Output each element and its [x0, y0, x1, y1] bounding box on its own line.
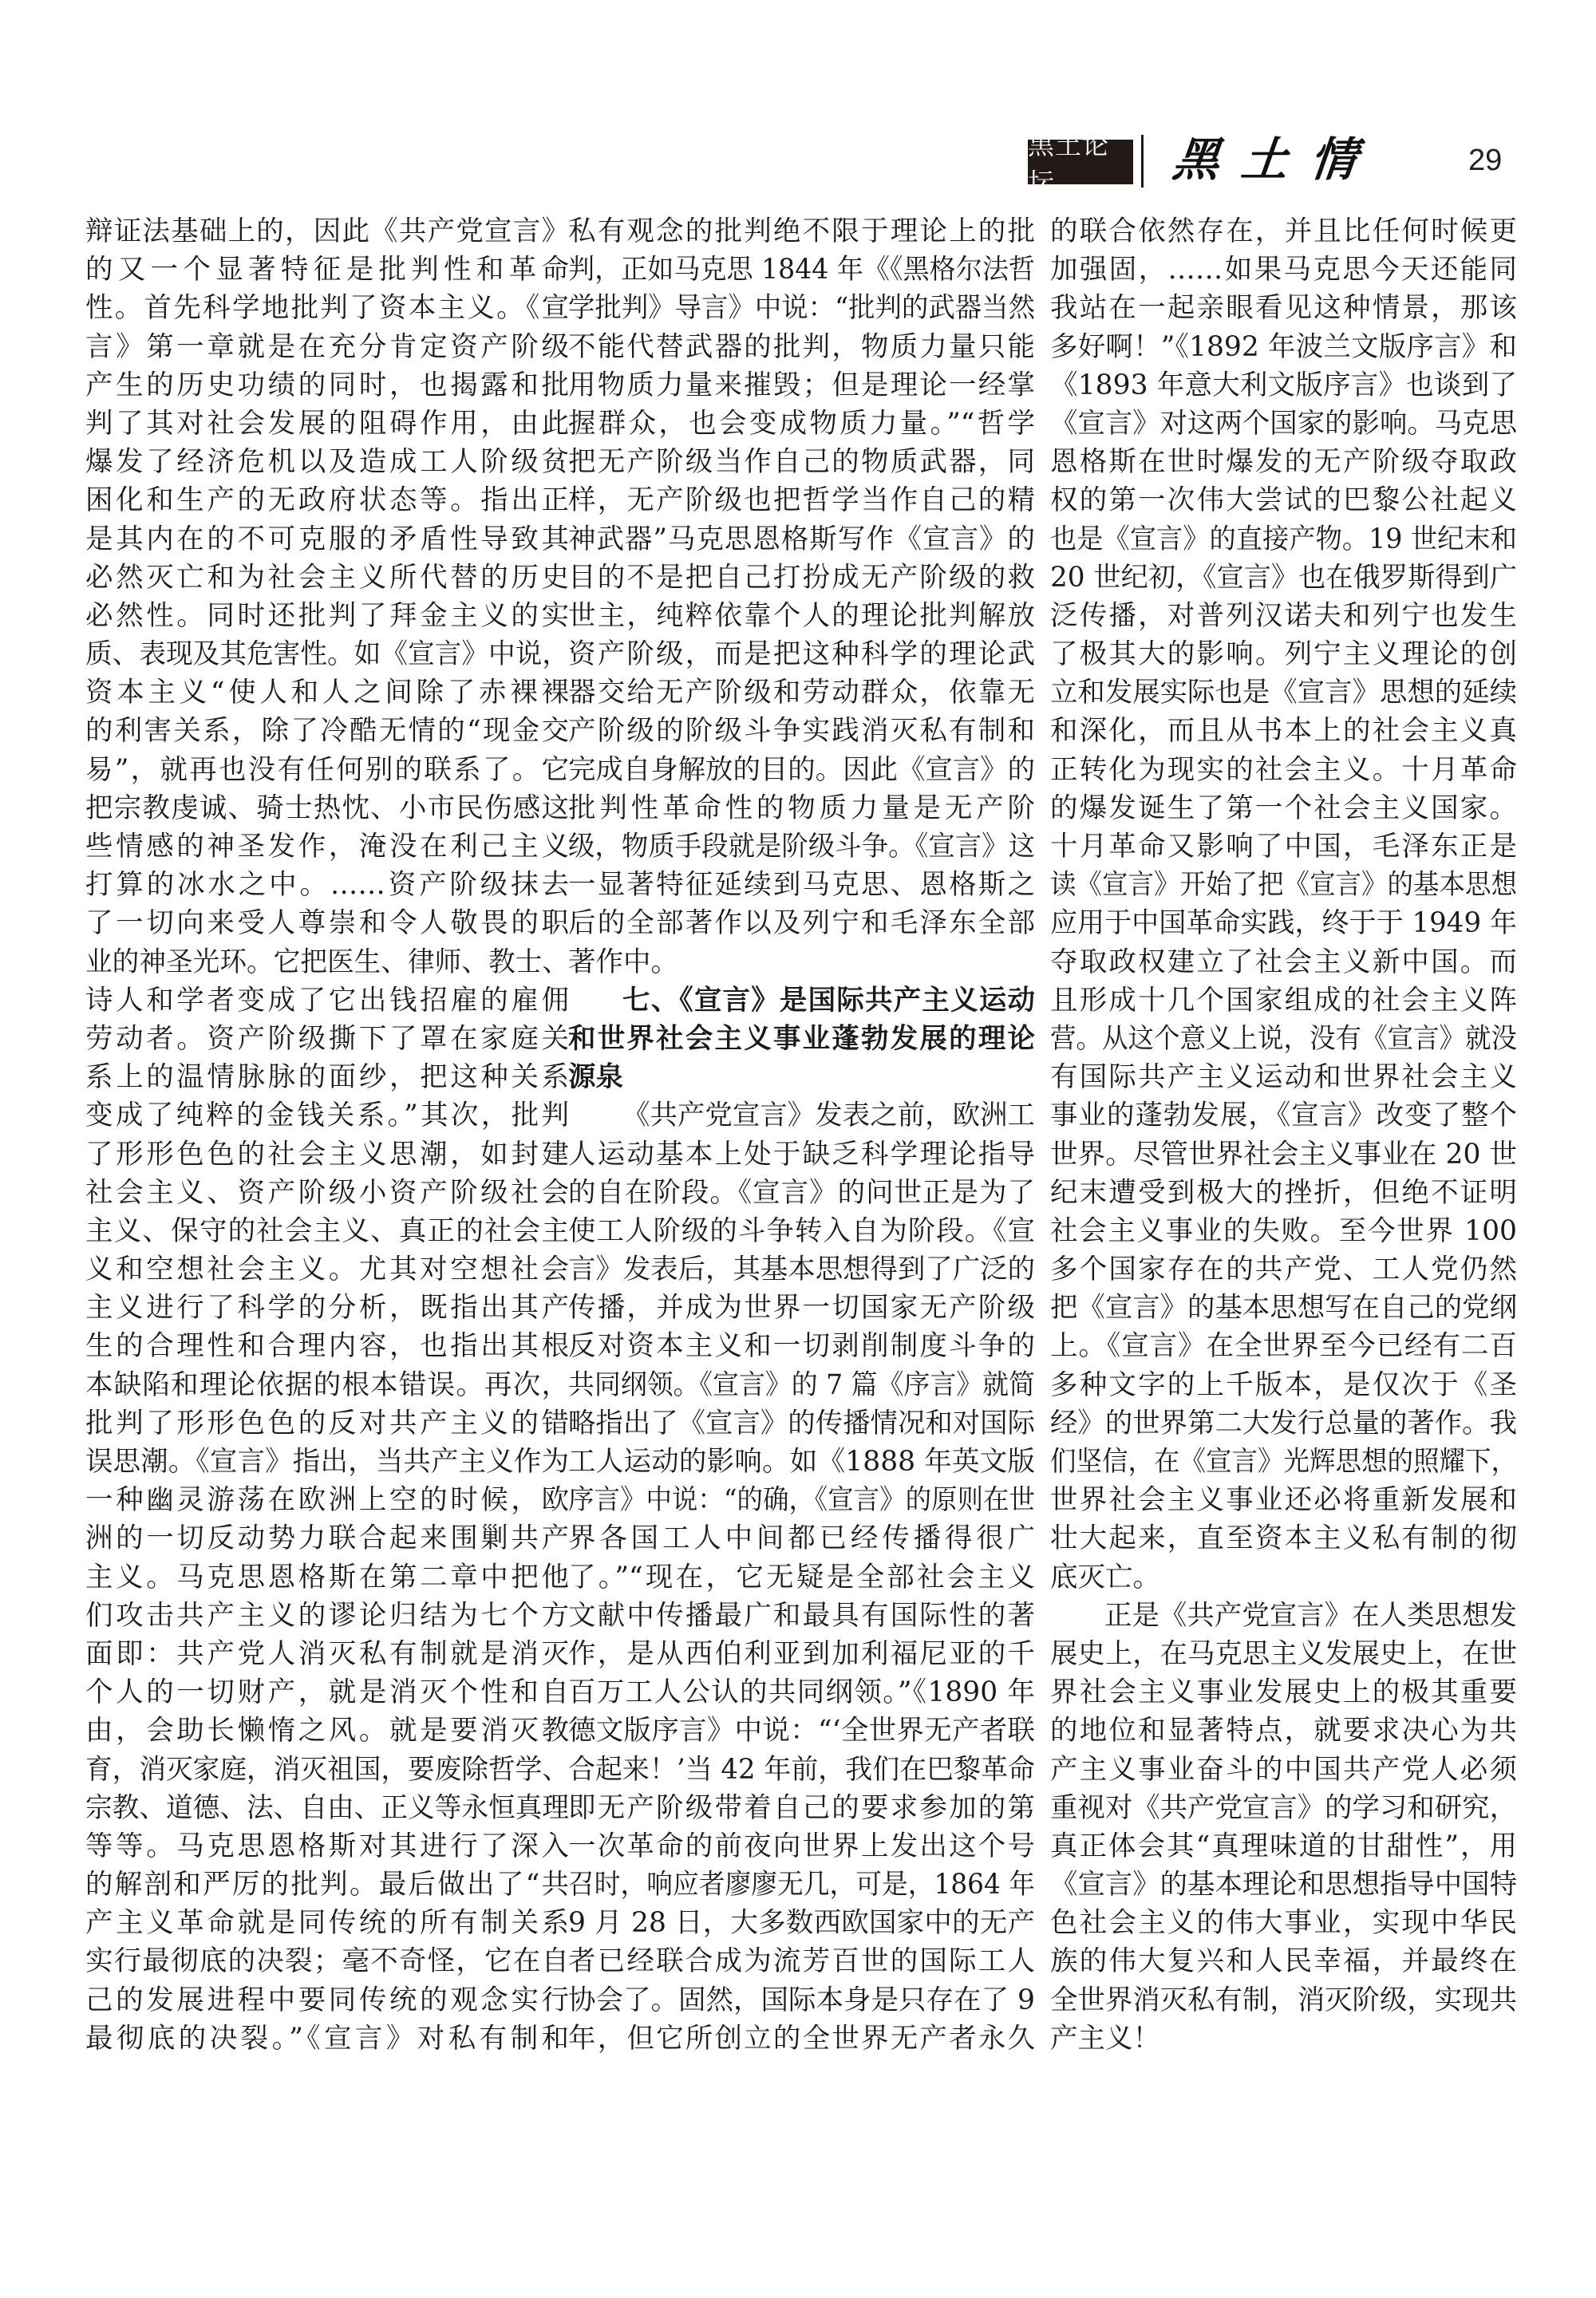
text-line: 完成自身解放的目的。因此《宣言》的: [568, 753, 1035, 786]
text-line: 9 月 28 日，大多数西欧国家中的无产: [568, 1907, 1035, 1940]
text-line: 的又一个显著特征是批判性和革命: [85, 254, 569, 286]
text-line: 使工人阶级的斗争转入自为阶段。《宣: [568, 1214, 1035, 1247]
text-line: 些情感的神圣发作，淹没在利己主义: [85, 831, 569, 863]
text-line: 了一切向来受人尊崇和令人敬畏的职: [85, 907, 569, 940]
paragraph-conclusion: [1050, 1597, 1517, 2058]
text-line: 判了其对社会发展的阻碍作用，由此: [85, 407, 569, 440]
text-line: 正转化为现实的社会主义。十月革命: [1050, 753, 1517, 786]
text-line: 世界社会主义事业还必将重新发展和: [1050, 1484, 1517, 1517]
page-number: 29: [1468, 144, 1503, 177]
text-line: 们攻击共产主义的谬论归结为七个方: [85, 1599, 569, 1632]
text-line: 主义。马克思恩格斯在第二章中把他: [85, 1561, 569, 1593]
heading-line: 源泉: [568, 1061, 623, 1094]
text-line: 经》的世界第二大发行总量的著作。我: [1050, 1407, 1517, 1439]
text-line: 产主义！: [1050, 2022, 1160, 2055]
text-line: 世主，纯粹依靠个人的理论批判解放: [568, 599, 1035, 632]
text-column-left: [85, 212, 569, 2058]
text-line: 打算的冰水之中。……资产阶级抹去: [85, 869, 569, 902]
text-line: 困化和生产的无政府状态等。指出正: [85, 484, 569, 517]
text-line: 必然灭亡和为社会主义所代替的历史: [85, 561, 569, 594]
text-line: 业的神圣光环。它把医生、律师、教士、: [85, 946, 569, 978]
text-line: 产生的历史功绩的同时，也揭露和批: [85, 369, 569, 401]
text-line: 生的合理性和合理内容，也指出其根: [85, 1330, 569, 1363]
text-line: 协会了。固然，国际本身是只存在了 9: [568, 1984, 1035, 2016]
text-line: 产主义事业奋斗的中国共产党人必须: [1050, 1753, 1517, 1786]
page-header: [0, 129, 1596, 198]
text-line: 主义进行了科学的分析，既指出其产: [85, 1292, 569, 1325]
text-line: 握群众，也会变成物质力量。”“哲学: [568, 407, 1035, 440]
text-line: 《宣言》对这两个国家的影响。马克思: [1050, 407, 1517, 440]
text-line: 反对资本主义和一切剥削制度斗争的: [568, 1330, 1035, 1363]
text-line: 质、表现及其危害性。如《宣言》中说，: [85, 638, 569, 671]
text-line: 多好啊！”《1892 年波兰文版序言》和: [1050, 330, 1517, 363]
text-line: 人运动基本上处于缺乏科学理论指导: [568, 1138, 1035, 1171]
text-line: 者已经联合成为流芳百世的国际工人: [568, 1945, 1035, 1978]
text-line: 一次革命的前夜向世界上发出这个号: [568, 1830, 1035, 1862]
text-line: 的自在阶段。《宣言》的问世正是为了: [568, 1176, 1035, 1209]
text-line: 劳动者。资产阶级撕下了罩在家庭关: [85, 1022, 569, 1055]
text-line: 批判性革命性的物质力量是无产阶: [568, 792, 1035, 824]
text-line: 展史上，在马克思主义发展史上，在世: [1050, 1637, 1517, 1670]
text-line: 的利害关系，除了冷酷无情的“现金交: [85, 715, 569, 748]
text-line: 年，但它所创立的全世界无产者永久: [568, 2022, 1035, 2055]
text-line: 后的全部著作以及列宁和毛泽东全部: [568, 907, 1035, 940]
heading-line: 和世界社会主义事业蓬勃发展的理论: [568, 1022, 1035, 1055]
text-line: 召时，响应者廖廖无几，可是，1864 年: [568, 1869, 1035, 1901]
text-line: 序言》中说：“的确，《宣言》的原则在世: [568, 1484, 1035, 1517]
text-line: 族的伟大复兴和人民幸福，并最终在: [1050, 1945, 1517, 1978]
text-line: 系上的温情脉脉的面纱，把这种关系: [85, 1061, 569, 1094]
text-line: 产阶级的阶级斗争实践消灭私有制和: [568, 715, 1035, 748]
text-line: 学批判》导言》中说：“批判的武器当然: [568, 292, 1035, 325]
text-line: 共同纲领。《宣言》的 7 篇《序言》就简: [568, 1368, 1035, 1401]
text-line: 的地位和显著特点，就要求决心为共: [1050, 1715, 1517, 1747]
text-line: 己的发展进程中要同传统的观念实行: [85, 1984, 569, 2016]
text-line: 纪末遭受到极大的挫折，但绝不证明: [1050, 1176, 1517, 1209]
text-line: 本缺陷和理论依据的根本错误。再次，: [85, 1368, 569, 1401]
text-line: 加强固，……如果马克思今天还能同: [1050, 254, 1517, 286]
text-line: 多个国家存在的共产党、工人党仍然: [1050, 1254, 1517, 1286]
text-line: 个人的一切财产，就是消灭个性和自: [85, 1676, 569, 1709]
section-badge: 黑土论坛: [1028, 140, 1133, 184]
text-line: 和深化，而且从书本上的社会主义真: [1050, 715, 1517, 748]
text-line: 爆发了经济危机以及造成工人阶级贫: [85, 446, 569, 479]
paragraph-manifesto-influence: [1050, 212, 1517, 1597]
text-line: 权的第一次伟大尝试的巴黎公社起义: [1050, 484, 1517, 517]
text-line: 传播，并成为世界一切国家无产阶级: [568, 1292, 1035, 1325]
text-line: 上。《宣言》在全世界至今已经有二百: [1050, 1330, 1517, 1363]
text-line: 神武器”马克思恩格斯写作《宣言》的: [568, 523, 1035, 555]
text-line: 等等。马克思恩格斯对其进行了深入: [85, 1830, 569, 1862]
text-line: 实行最彻底的决裂；毫不奇怪，它在自: [85, 1945, 569, 1978]
text-line: 工人运动的影响。如《1888 年英文版: [568, 1446, 1035, 1478]
text-line: 应用于中国革命实践，终于于 1949 年: [1050, 907, 1517, 940]
text-line: 由，会助长懒惰之风。就是要消灭教: [85, 1715, 569, 1747]
text-line: 级，物质手段就是阶级斗争。《宣言》这: [568, 831, 1035, 863]
text-line: 了。”“现在，它无疑是全部社会主义: [568, 1561, 1035, 1593]
text-line: 资本主义“使人和人之间除了赤裸裸: [85, 677, 569, 709]
text-line: 全世界消灭私有制，消灭阶级，实现共: [1050, 1984, 1517, 2016]
text-line: 器交给无产阶级和劳动群众，依靠无: [568, 677, 1035, 709]
text-line: 不能代替武器的批判，物质力量只能: [568, 330, 1035, 363]
text-line: 一显著特征延续到马克思、恩格斯之: [568, 869, 1035, 902]
text-line: 把无产阶级当作自己的物质武器，同: [568, 446, 1035, 479]
text-line: 《宣言》的基本理论和思想指导中国特: [1050, 1869, 1517, 1901]
text-line: 性。首先科学地批判了资本主义。《宣: [85, 292, 569, 325]
text-line: 恩格斯在世时爆发的无产阶级夺取政: [1050, 446, 1517, 479]
text-line: 真正体会其“真理味道的甘甜性”，用: [1050, 1830, 1517, 1862]
masthead-logo: 黑土情: [1170, 132, 1382, 187]
text-line: 主义、保守的社会主义、真正的社会主: [85, 1214, 569, 1247]
text-line: 是其内在的不可克服的矛盾性导致其: [85, 523, 569, 555]
text-line: 十月革命又影响了中国，毛泽东正是: [1050, 831, 1517, 863]
text-line: 百万工人公认的共同纲领。”《1890 年: [568, 1676, 1035, 1709]
text-line: 诗人和学者变成了它出钱招雇的雇佣: [85, 984, 569, 1017]
text-line: 且形成十几个国家组成的社会主义阵: [1050, 984, 1517, 1017]
text-line: 育，消灭家庭，消灭祖国，要废除哲学、: [85, 1753, 569, 1786]
text-line: 了极其大的影响。列宁主义理论的创: [1050, 638, 1517, 671]
text-line: 批判了形形色色的反对共产主义的错: [85, 1407, 569, 1439]
text-line: 20 世纪初，《宣言》也在俄罗斯得到广: [1050, 561, 1517, 594]
text-line: 的联合依然存在，并且比任何时候更: [1050, 215, 1517, 247]
text-line: 《1893 年意大利文版序言》也谈到了: [1050, 369, 1517, 401]
text-line: 我站在一起亲眼看见这种情景，那该: [1050, 292, 1517, 325]
text-line: 义和空想社会主义。尤其对空想社会: [85, 1254, 569, 1286]
text-line: 私有观念的批判绝不限于理论上的批: [568, 215, 1035, 247]
text-line: 目的不是把自己打扮成无产阶级的救: [568, 561, 1035, 594]
text-column-middle: [568, 212, 1035, 2058]
text-line: 读《宣言》开始了把《宣言》的基本思想: [1050, 869, 1517, 902]
paragraph-critique-continued: [568, 212, 1035, 981]
text-line: 夺取政权建立了社会主义新中国。而: [1050, 946, 1517, 978]
text-line: 界社会主义事业发展史上的极其重要: [1050, 1676, 1517, 1709]
text-line: 了形形色色的社会主义思潮，如封建: [85, 1138, 569, 1171]
text-line: 误思潮。《宣言》指出，当共产主义作为: [85, 1446, 569, 1478]
text-line: 壮大起来，直至资本主义私有制的彻: [1050, 1522, 1517, 1555]
text-line: 们坚信，在《宣言》光辉思想的照耀下，: [1050, 1446, 1517, 1478]
text-line: 重视对《共产党宣言》的学习和研究，: [1050, 1791, 1517, 1824]
header-divider: [1141, 135, 1144, 188]
heading-line: 七、《宣言》是国际共产主义运动: [622, 984, 1035, 1017]
text-line: 有国际共产主义运动和世界社会主义: [1050, 1061, 1517, 1094]
text-line: 资产阶级，而是把这种科学的理论武: [568, 638, 1035, 671]
text-line: 易”，就再也没有任何别的联系了。它: [85, 753, 569, 786]
text-line: 立和发展实际也是《宣言》思想的延续: [1050, 677, 1517, 709]
text-line: 略指出了《宣言》的传播情况和对国际: [568, 1407, 1035, 1439]
text-line: 即无产阶级带着自己的要求参加的第: [568, 1791, 1035, 1824]
text-line: 判，正如马克思 1844 年《《黑格尔法哲: [568, 254, 1035, 286]
text-line: 社会主义、资产阶级小资产阶级社会: [85, 1176, 569, 1209]
text-column-right: [1050, 212, 1517, 2058]
text-line: 的解剖和严厉的批判。最后做出了“共: [85, 1869, 569, 1901]
text-line: 把《宣言》的基本思想写在自己的党纲: [1050, 1292, 1517, 1325]
text-line: 《共产党宣言》发表之前，欧洲工: [622, 1100, 1035, 1132]
text-line: 色社会主义的伟大事业，实现中华民: [1050, 1907, 1517, 1940]
section-heading-7: [568, 981, 1035, 1097]
text-line: 必然性。同时还批判了拜金主义的实: [85, 599, 569, 632]
text-line: 底灭亡。: [1050, 1561, 1160, 1593]
text-line: 最彻底的决裂。”《宣言》对私有制和: [85, 2022, 569, 2055]
text-line: 泛传播，对普列汉诺夫和列宁也发生: [1050, 599, 1517, 632]
text-line: 面即：共产党人消灭私有制就是消灭: [85, 1637, 569, 1670]
text-line: 多种文字的上千版本，是仅次于《圣: [1050, 1368, 1517, 1401]
text-line: 变成了纯粹的金钱关系。”其次，批判: [85, 1100, 569, 1132]
text-line: 言》第一章就是在充分肯定资产阶级: [85, 330, 569, 363]
text-line: 宗教、道德、法、自由、正义等永恒真理: [85, 1791, 569, 1824]
text-line: 作，是从西伯利亚到加利福尼亚的千: [568, 1637, 1035, 1670]
text-line: 正是《共产党宣言》在人类思想发: [1104, 1599, 1517, 1632]
text-line: 合起来！’当 42 年前，我们在巴黎革命: [568, 1753, 1035, 1786]
text-line: 德文版序言》中说：“‘全世界无产者联: [568, 1715, 1035, 1747]
text-line: 把宗教虔诚、骑士热忱、小市民伤感这: [85, 792, 569, 824]
text-line: 社会主义事业的失败。至今世界 100: [1050, 1214, 1517, 1247]
text-line: 样，无产阶级也把哲学当作自己的精: [568, 484, 1035, 517]
text-line: 也是《宣言》的直接产物。19 世纪末和: [1050, 523, 1517, 555]
text-line: 洲的一切反动势力联合起来围剿共产: [85, 1522, 569, 1555]
text-line: 营。从这个意义上说，没有《宣言》就没: [1050, 1022, 1517, 1055]
text-line: 一种幽灵游荡在欧洲上空的时候，欧: [85, 1484, 569, 1517]
text-line: 辩证法基础上的，因此《共产党宣言》: [85, 215, 569, 247]
text-line: 文献中传播最广和最具有国际性的著: [568, 1599, 1035, 1632]
text-line: 的爆发诞生了第一个社会主义国家。: [1050, 792, 1517, 824]
text-line: 言》发表后，其基本思想得到了广泛的: [568, 1254, 1035, 1286]
text-line: 世界。尽管世界社会主义事业在 20 世: [1050, 1138, 1517, 1171]
paragraph-manifesto-spread: [568, 1096, 1035, 2058]
text-line: 用物质力量来摧毁；但是理论一经掌: [568, 369, 1035, 401]
text-line: 事业的蓬勃发展，《宣言》改变了整个: [1050, 1100, 1517, 1132]
text-line: 产主义革命就是同传统的所有制关系: [85, 1907, 569, 1940]
text-line: 界各国工人中间都已经传播得很广: [568, 1522, 1035, 1555]
text-line: 著作中。: [568, 946, 678, 978]
